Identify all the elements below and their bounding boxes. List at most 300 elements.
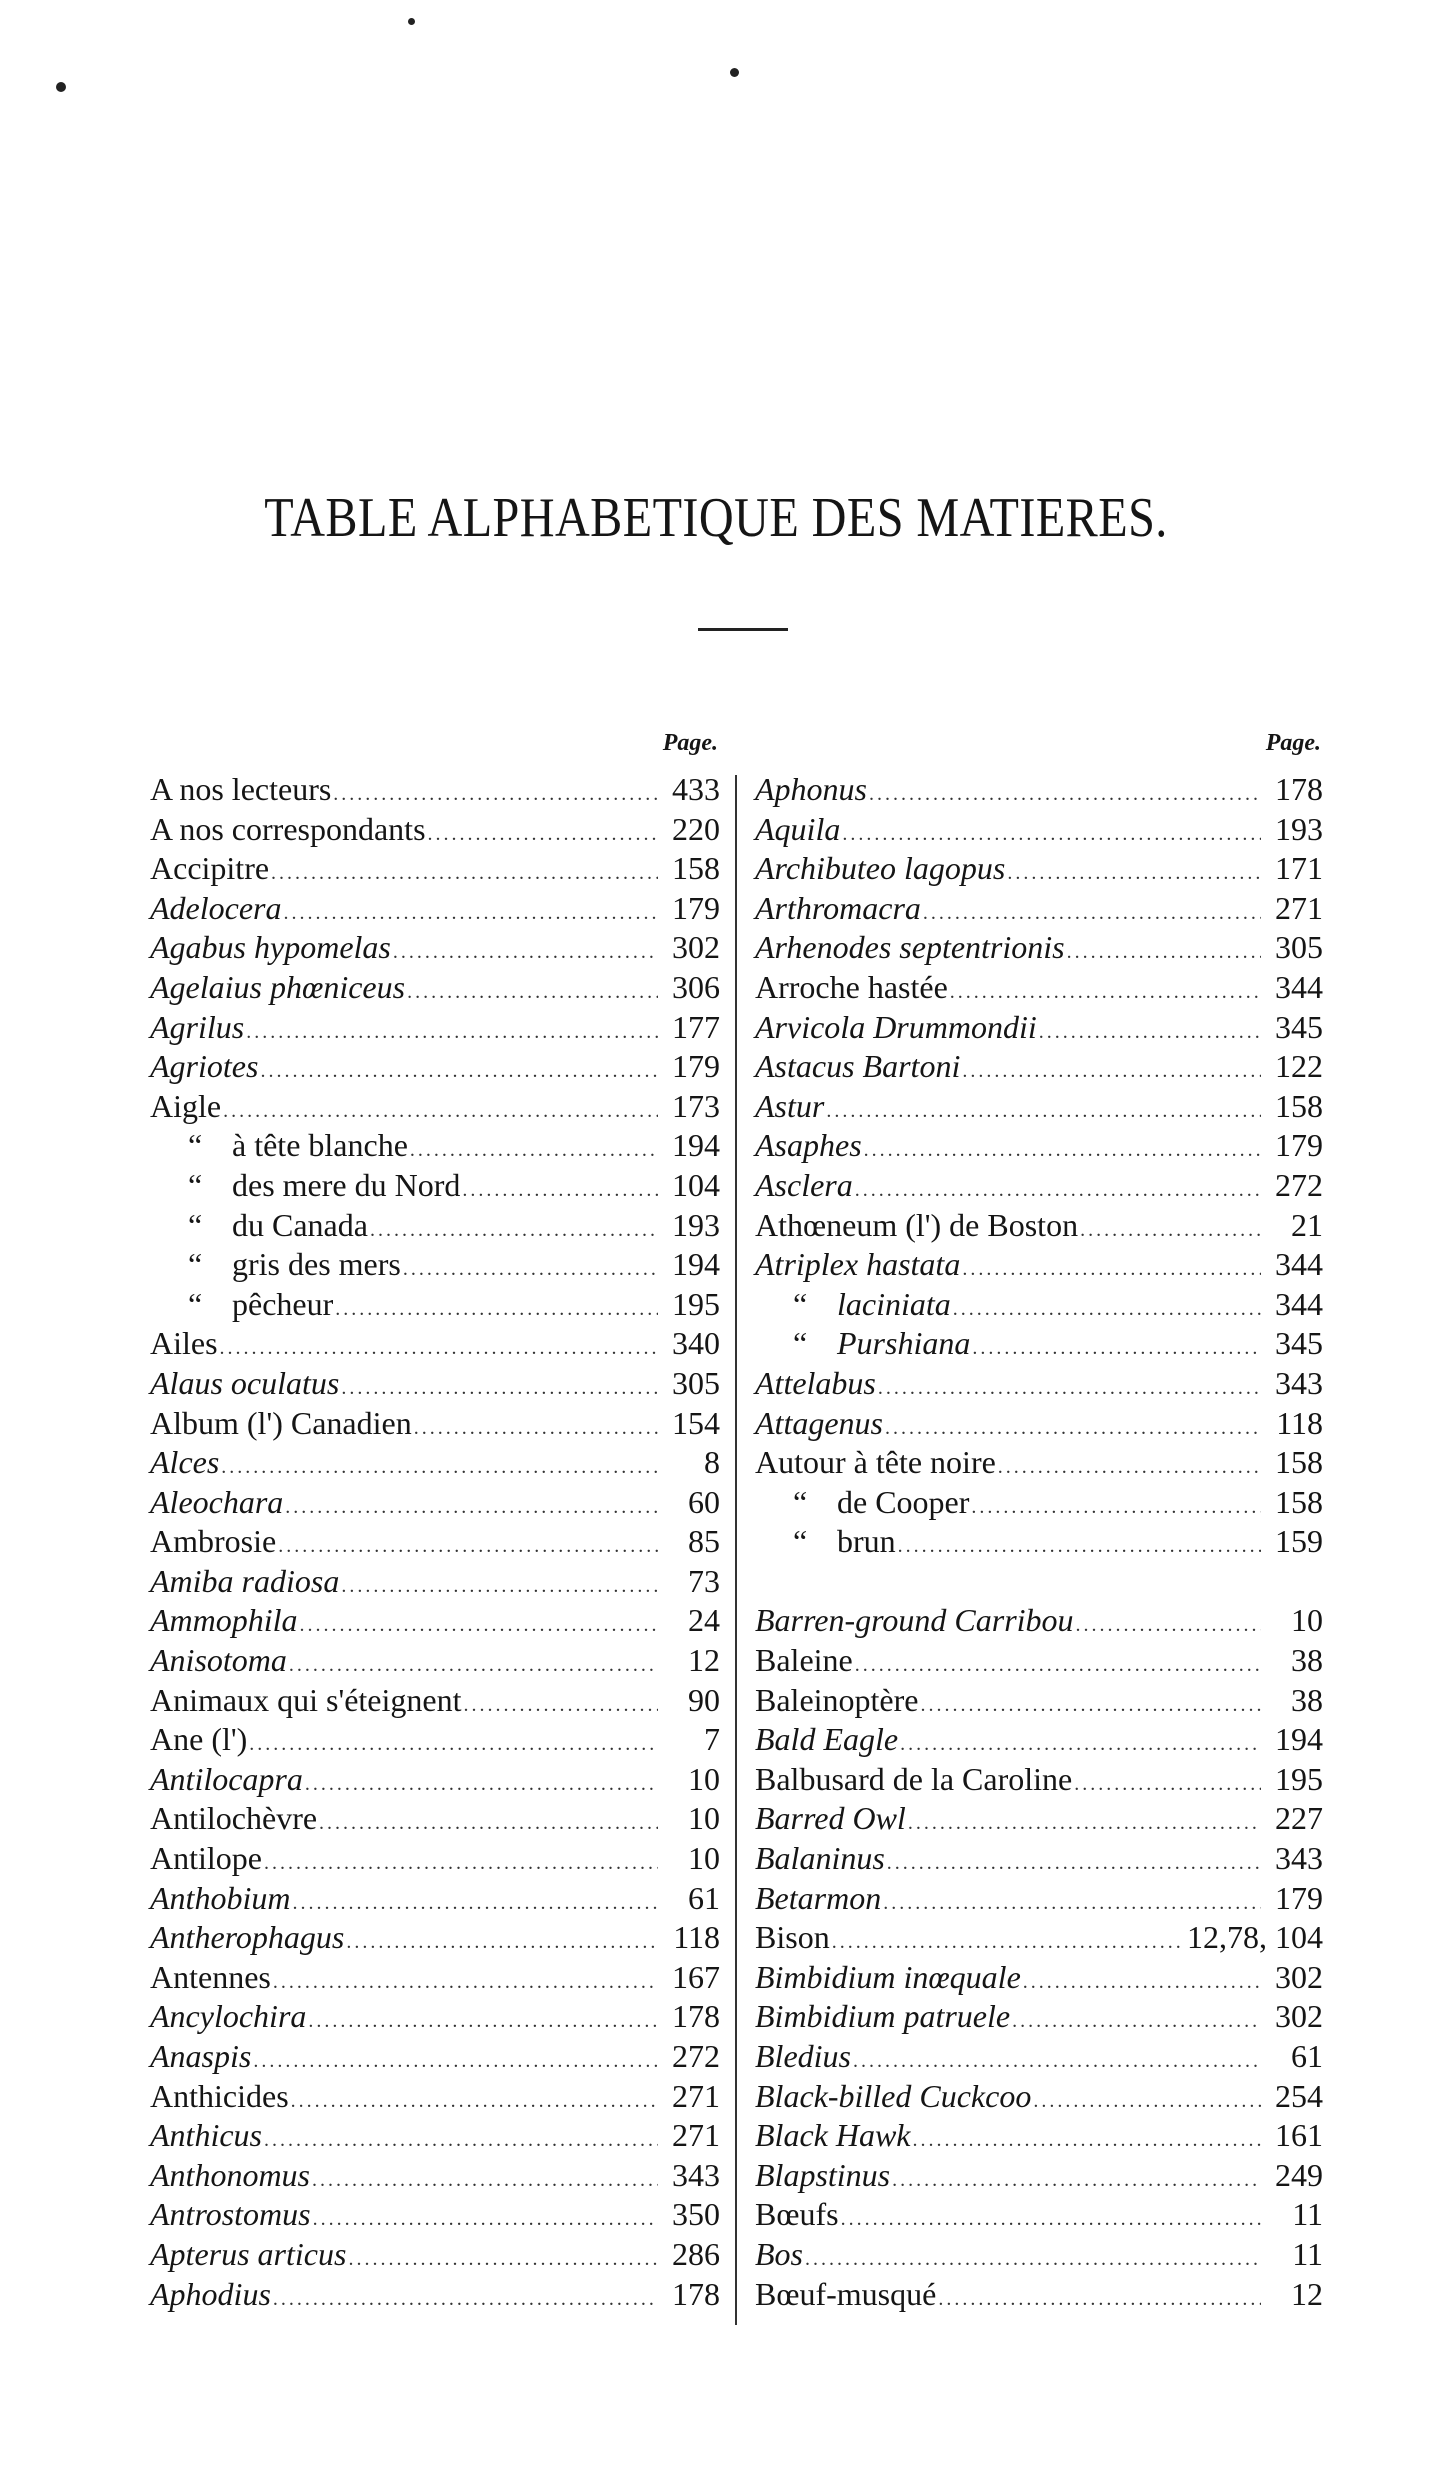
- index-entry: [755, 1601, 1323, 1641]
- entry-label: Archibuteo lagopus: [755, 850, 1006, 887]
- entry-label: Aphodius: [150, 2275, 271, 2312]
- entry-name: [755, 2195, 839, 2235]
- entry-name: [755, 1404, 883, 1444]
- page-number: 159: [1275, 1523, 1323, 1560]
- ink-speck: [408, 18, 415, 25]
- entry-name: [755, 849, 1005, 889]
- dot-leader: [273, 2280, 658, 2320]
- entry-name: [150, 968, 405, 1008]
- index-entry: [150, 1443, 720, 1483]
- dot-leader: [308, 2002, 658, 2042]
- page-number: 179: [1275, 1879, 1323, 1916]
- entry-name: [150, 1918, 344, 1958]
- entry-label: Baleine: [755, 1642, 853, 1679]
- page-number: 305: [1275, 929, 1323, 966]
- left-entries: [150, 770, 720, 2314]
- entry-name: [150, 1404, 412, 1444]
- dot-leader: [962, 1250, 1261, 1290]
- dot-leader: [971, 1488, 1261, 1528]
- entry-name: [150, 1641, 287, 1681]
- entry-name: [755, 1206, 1078, 1246]
- ditto-mark: “: [188, 1166, 203, 1203]
- page-number: 21: [1291, 1206, 1323, 1243]
- dot-leader: [841, 2200, 1261, 2240]
- dot-leader: [826, 1092, 1261, 1132]
- page-number: 193: [672, 1206, 720, 1243]
- dot-leader: [403, 1250, 658, 1290]
- entry-label: Ammophila: [150, 1602, 298, 1639]
- entry-label: gris des mers: [232, 1246, 401, 1283]
- page-number: 306: [672, 968, 720, 1005]
- entry-label: Attagenus: [755, 1404, 883, 1441]
- entry-label: Bimbidium inœquale: [755, 1958, 1021, 1995]
- dot-leader: [346, 1923, 658, 1963]
- page-number: 118: [673, 1919, 720, 1956]
- page-number: 104: [672, 1166, 720, 1203]
- index-entry: [150, 1364, 720, 1404]
- entry-label: Agelaius phœniceus: [150, 968, 406, 1005]
- index-entry: [755, 2195, 1323, 2235]
- page-number: 345: [1275, 1325, 1323, 1362]
- entry-name: [755, 968, 948, 1008]
- entry-label: Antherophagus: [150, 1919, 345, 1956]
- page-number: 195: [672, 1285, 720, 1322]
- entry-name: [150, 1760, 303, 1800]
- index-entry: [755, 1324, 1323, 1364]
- entry-name: [755, 1958, 1021, 1998]
- dot-leader: [953, 1290, 1261, 1330]
- dot-leader: [998, 1448, 1261, 1488]
- index-entry: [150, 1522, 720, 1562]
- index-entry: [755, 849, 1323, 889]
- page-number: 343: [672, 2156, 720, 2193]
- page-column-header: Page.: [1265, 730, 1321, 756]
- entry-label: Album (l') Canadien: [150, 1404, 412, 1441]
- entry-name: [150, 928, 391, 968]
- index-entry: [150, 1483, 720, 1523]
- entry-label: Asclera: [755, 1166, 853, 1203]
- entry-label: des mere du Nord: [232, 1166, 461, 1203]
- entry-label: Attelabus: [755, 1364, 876, 1401]
- entry-label: Baleinoptère: [755, 1681, 919, 1718]
- entry-name: [150, 1720, 247, 1760]
- page-number: 161: [1275, 2117, 1323, 2154]
- index-entry: [150, 1166, 720, 1206]
- entry-name: [755, 1047, 960, 1087]
- page-number: 73: [688, 1562, 720, 1599]
- index-entry: [755, 1522, 1323, 1562]
- entry-label: Bledius: [755, 2038, 851, 2074]
- index-entry: [150, 1047, 720, 1087]
- page-number: 179: [672, 1048, 720, 1085]
- dot-leader: [463, 1686, 658, 1726]
- page-number: 178: [672, 1998, 720, 2035]
- page-number: 10: [688, 1760, 720, 1797]
- index-entry: [755, 2235, 1323, 2275]
- entry-name: [150, 2275, 271, 2315]
- dot-leader: [938, 2280, 1261, 2320]
- right-column: [755, 730, 1323, 2314]
- entry-label: Autour à tête noire: [755, 1444, 996, 1481]
- page-number: 344: [1275, 968, 1323, 1005]
- index-entry: [755, 1681, 1323, 1721]
- dot-leader: [246, 1013, 658, 1053]
- entry-name: [150, 849, 269, 889]
- dot-leader: [1033, 2082, 1261, 2122]
- page-number: 350: [672, 2196, 720, 2233]
- dot-leader: [1007, 854, 1261, 894]
- ditto-mark: “: [188, 1285, 203, 1322]
- page-number: 194: [672, 1127, 720, 1164]
- dot-leader: [273, 1963, 658, 2003]
- page-number: 171: [1275, 850, 1323, 887]
- page-number: 61: [688, 1879, 720, 1916]
- entry-label: Anthonomus: [150, 2156, 310, 2193]
- index-entry: [150, 928, 720, 968]
- entry-name: [150, 2195, 311, 2235]
- page-number: 179: [672, 889, 720, 926]
- page-number: 272: [672, 2038, 720, 2074]
- entry-label: Ancylochira: [150, 1998, 307, 2035]
- page-number: 286: [672, 2235, 720, 2272]
- dot-leader: [348, 2240, 658, 2280]
- entry-name: [755, 2156, 890, 2196]
- index-entry: [755, 2116, 1323, 2156]
- index-entry: [150, 770, 720, 810]
- dot-leader: [370, 1211, 658, 1251]
- entry-name: [755, 1997, 1010, 2037]
- index-entry: [755, 1839, 1323, 1879]
- entry-name: [150, 2077, 289, 2117]
- entry-label: Bald Eagle: [755, 1721, 899, 1758]
- entry-label: Betarmon: [755, 1879, 882, 1916]
- index-entry: [755, 1720, 1323, 1760]
- entry-label: Adelocera: [150, 889, 282, 926]
- entry-label: laciniata: [837, 1285, 951, 1322]
- entry-label: Alaus oculatus: [150, 1364, 340, 1401]
- entry-label: Anthicus: [150, 2117, 262, 2154]
- page-number: 302: [672, 929, 720, 966]
- dot-leader: [892, 2161, 1261, 2201]
- index-entry: [755, 2156, 1323, 2196]
- page-number: 254: [1275, 2077, 1323, 2114]
- dot-leader: [920, 1686, 1261, 1726]
- index-entry: [755, 1008, 1323, 1048]
- index-entry: [150, 2037, 720, 2077]
- dot-leader: [864, 1131, 1261, 1171]
- entry-label: Astacus Bartoni: [755, 1048, 961, 1085]
- section-gap: [755, 1562, 1323, 1602]
- entry-label: Bison: [755, 1919, 830, 1956]
- page-number: 271: [672, 2117, 720, 2154]
- entry-label: Balbusard de la Caroline: [755, 1760, 1073, 1797]
- index-entry: [150, 2116, 720, 2156]
- index-entry: [755, 2037, 1323, 2077]
- index-entry: [150, 2235, 720, 2275]
- page-number: 220: [672, 810, 720, 847]
- dot-leader: [887, 1844, 1261, 1884]
- entry-label: Ane (l'): [150, 1721, 248, 1758]
- entry-label: Barred Owl: [755, 1800, 906, 1837]
- index-entry: [150, 968, 720, 1008]
- entry-name: [755, 1245, 960, 1285]
- dot-leader: [319, 1804, 658, 1844]
- dot-leader: [335, 1290, 658, 1330]
- entry-name: [755, 889, 921, 929]
- page-number: 179: [1275, 1127, 1323, 1164]
- dot-leader: [972, 1329, 1261, 1369]
- page-number: 271: [1275, 889, 1323, 926]
- page-number: 344: [1275, 1285, 1323, 1322]
- page-number: 11: [1292, 2196, 1323, 2233]
- dot-leader: [260, 1052, 658, 1092]
- entry-label: Bœuf-musqué: [755, 2275, 937, 2312]
- dot-leader: [869, 775, 1261, 815]
- index-entry: [755, 968, 1323, 1008]
- column-divider: [735, 775, 737, 2325]
- page-number: 193: [1275, 810, 1323, 847]
- entry-label: Arroche hastée: [755, 968, 948, 1005]
- index-entry: [755, 1126, 1323, 1166]
- entry-label: Bos: [755, 2235, 803, 2272]
- entry-name: [150, 810, 426, 850]
- page-number: 60: [688, 1483, 720, 1520]
- page-number: 178: [672, 2275, 720, 2312]
- entry-name: [150, 2116, 262, 2156]
- entry-name: [150, 1245, 401, 1285]
- entry-label: Anaspis: [150, 2038, 252, 2074]
- right-entries: [755, 770, 1323, 2314]
- entry-name: [755, 1166, 853, 1206]
- entry-label: Athœneum (l') de Boston: [755, 1206, 1079, 1243]
- entry-name: [150, 2235, 346, 2275]
- page-number: 194: [1275, 1721, 1323, 1758]
- entry-name: [150, 1206, 368, 1246]
- entry-name: [150, 1443, 219, 1483]
- page-number: 177: [672, 1008, 720, 1045]
- entry-name: [150, 1522, 276, 1562]
- entry-label: Agrilus: [150, 1008, 245, 1045]
- entry-label: à tête blanche: [232, 1127, 408, 1164]
- page-number: 195: [1275, 1760, 1323, 1797]
- index-entry: [150, 1206, 720, 1246]
- entry-name: [150, 770, 331, 810]
- page-number: 12: [688, 1642, 720, 1679]
- entry-label: Black Hawk: [755, 2117, 911, 2154]
- dot-leader: [285, 1488, 658, 1528]
- entry-name: [755, 2077, 1031, 2117]
- entry-name: [150, 1324, 218, 1364]
- entry-label: Anthobium: [150, 1879, 291, 1916]
- index-entry: [150, 1562, 720, 1602]
- index-entry: [150, 1087, 720, 1127]
- page-number: 10: [688, 1840, 720, 1877]
- ink-speck: [730, 68, 739, 77]
- entry-label: Asaphes: [755, 1127, 862, 1164]
- page-number: 38: [1291, 1642, 1323, 1679]
- index-entry: [150, 1839, 720, 1879]
- page-number: 194: [672, 1246, 720, 1283]
- entry-name: [150, 1562, 339, 1602]
- entry-label: Purshiana: [837, 1325, 971, 1362]
- index-entry: [150, 1126, 720, 1166]
- dot-leader: [878, 1369, 1261, 1409]
- dot-leader: [1080, 1211, 1261, 1251]
- entry-name: [150, 1799, 317, 1839]
- entry-name: [150, 1364, 339, 1404]
- entry-name: [755, 2037, 851, 2077]
- entry-name: [755, 928, 1065, 968]
- entry-label: Aquila: [755, 810, 841, 847]
- page-number: 158: [1275, 1444, 1323, 1481]
- page-number: 271: [672, 2077, 720, 2114]
- index-entry: [150, 2275, 720, 2315]
- entry-name: [150, 1958, 271, 1998]
- entry-label: Balaninus: [755, 1840, 885, 1877]
- index-entry: [150, 1245, 720, 1285]
- page-number: 24: [688, 1602, 720, 1639]
- entry-label: A nos lecteurs: [150, 771, 332, 807]
- dot-leader: [264, 1844, 658, 1884]
- index-entry: [755, 1799, 1323, 1839]
- entry-label: Arhenodes septentrionis: [755, 929, 1065, 966]
- entry-name: [755, 2235, 803, 2275]
- dot-leader: [462, 1171, 658, 1211]
- entry-label: Bimbidium patruele: [755, 1998, 1011, 2035]
- dot-leader: [249, 1725, 658, 1765]
- page-number: 12,78, 104: [1187, 1919, 1323, 1956]
- entry-name: [755, 1443, 996, 1483]
- index-entry: [150, 1997, 720, 2037]
- index-entry: [755, 810, 1323, 850]
- index-entry: [755, 1404, 1323, 1444]
- entry-label: brun: [837, 1523, 896, 1560]
- index-entry: [150, 2077, 720, 2117]
- entry-label: Bœufs: [755, 2196, 839, 2233]
- page-number: 12: [1291, 2275, 1323, 2312]
- entry-label: Antilope: [150, 1840, 262, 1877]
- entry-label: Amiba radiosa: [150, 1562, 340, 1599]
- page-number: 8: [704, 1444, 720, 1481]
- page-number: 173: [672, 1087, 720, 1124]
- dot-leader: [414, 1409, 658, 1449]
- entry-name: [150, 1087, 221, 1127]
- entry-label: Antrostomus: [150, 2196, 311, 2233]
- page-number: 158: [1275, 1483, 1323, 1520]
- entry-name: [755, 1364, 876, 1404]
- entry-label: Agriotes: [150, 1048, 259, 1085]
- dot-leader: [407, 973, 658, 1013]
- index-entry: [755, 1206, 1323, 1246]
- index-entry: [755, 1364, 1323, 1404]
- entry-name: [150, 889, 282, 929]
- dot-leader: [313, 2200, 658, 2240]
- page-number: 38: [1291, 1681, 1323, 1718]
- page-number: 118: [1276, 1404, 1323, 1441]
- entry-name: [755, 810, 840, 850]
- ditto-mark: “: [793, 1285, 808, 1322]
- index-entry: [150, 1681, 720, 1721]
- left-column: [150, 730, 720, 2314]
- entry-name: [150, 1681, 461, 1721]
- dot-leader: [908, 1804, 1261, 1844]
- entry-name: [150, 1997, 306, 2037]
- entry-name: [150, 2156, 310, 2196]
- entry-name: [755, 1324, 970, 1364]
- entry-name: [755, 1522, 896, 1562]
- dot-leader: [393, 933, 658, 973]
- ditto-mark: “: [188, 1206, 203, 1243]
- dot-leader: [1039, 1013, 1261, 1053]
- entry-label: Agabus hypomelas: [150, 929, 391, 966]
- entry-name: [150, 1047, 258, 1087]
- index-entry: [755, 1958, 1323, 1998]
- entry-name: [755, 2275, 936, 2315]
- entry-label: Animaux qui s'éteignent: [150, 1681, 462, 1718]
- index-entry: [755, 889, 1323, 929]
- page-number: 227: [1275, 1800, 1323, 1837]
- index-entry: [150, 1760, 720, 1800]
- entry-label: Accipitre: [150, 850, 270, 887]
- page-number: 343: [1275, 1364, 1323, 1401]
- entry-name: [755, 1799, 906, 1839]
- entry-name: [150, 1839, 262, 1879]
- entry-name: [755, 1087, 824, 1127]
- index-entry: [150, 1641, 720, 1681]
- dot-leader: [291, 2082, 658, 2122]
- dot-leader: [1076, 1606, 1261, 1646]
- entry-name: [755, 1879, 881, 1919]
- entry-name: [755, 1641, 853, 1681]
- index-entry: [150, 1918, 720, 1958]
- index-entry: [150, 1324, 720, 1364]
- entry-name: [755, 1681, 918, 1721]
- dot-leader: [271, 854, 658, 894]
- page-number: 7: [704, 1721, 720, 1758]
- entry-name: [755, 1008, 1037, 1048]
- dot-leader: [1067, 933, 1261, 973]
- page-number: 302: [1275, 1998, 1323, 2035]
- entry-label: Blapstinus: [755, 2156, 891, 2193]
- index-entry: [150, 889, 720, 929]
- entry-label: Barren-ground Carribou: [755, 1602, 1074, 1639]
- page-title: TABLE ALPHABETIQUE DES MATIERES.: [264, 486, 1168, 549]
- index-entry: [755, 2077, 1323, 2117]
- index-entry: [755, 1641, 1323, 1681]
- index-entry: [150, 849, 720, 889]
- index-entry: [755, 1166, 1323, 1206]
- entry-name: [755, 1285, 951, 1325]
- index-entry: [755, 770, 1323, 810]
- entry-label: de Cooper: [837, 1483, 970, 1520]
- entry-name: [755, 770, 867, 810]
- page-number: 90: [688, 1681, 720, 1718]
- entry-name: [150, 1601, 298, 1641]
- entry-name: [755, 1760, 1072, 1800]
- page-number: 158: [1275, 1087, 1323, 1124]
- entry-label: Antilocapra: [150, 1760, 303, 1797]
- index-entry: [150, 1799, 720, 1839]
- entry-name: [150, 1285, 333, 1325]
- index-entry: [755, 2275, 1323, 2315]
- index-entry: [755, 1047, 1323, 1087]
- dot-leader: [221, 1448, 658, 1488]
- entry-label: Arthromacra: [755, 889, 921, 926]
- index-entry: [150, 1601, 720, 1641]
- page-number: 11: [1292, 2235, 1323, 2272]
- index-entry: [150, 1008, 720, 1048]
- index-entry: [150, 810, 720, 850]
